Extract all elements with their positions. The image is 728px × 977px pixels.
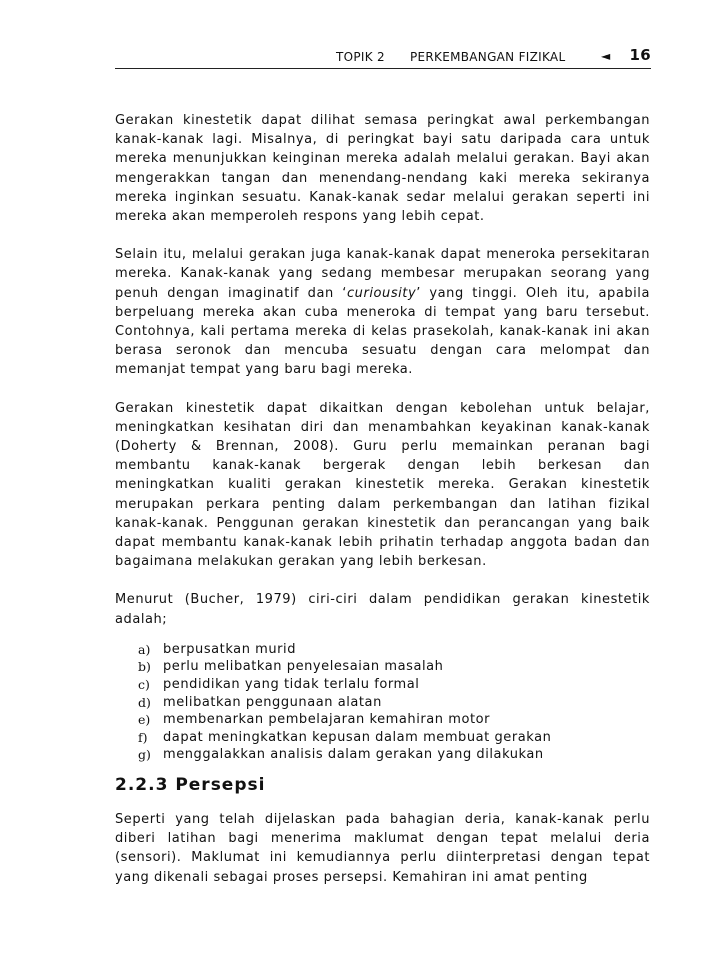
paragraph: Menurut (Bucher, 1979) ciri-ciri dalam pendidikan gerakan kinestetik adalah;: [115, 592, 650, 627]
list-marker: f): [138, 729, 148, 745]
list-item-text: membenarkan pembelajaran kemahiran motor: [163, 712, 491, 728]
header-chapter-title: PERKEMBANGAN FIZIKAL: [410, 50, 566, 64]
list-item-text: pendidikan yang tidak terlalu formal: [163, 677, 420, 693]
list-item-text: dapat meningkatkan kepusan dalam membuat gerakan: [163, 729, 552, 745]
page-body: [115, 111, 650, 906]
list-item-text: menggalakkan analisis dalam gerakan yang dilakukan: [163, 747, 544, 763]
paragraph: [115, 245, 650, 379]
list-item: [115, 658, 650, 676]
list-item-text: perlu melibatkan penyelesaian masalah: [163, 659, 444, 675]
list-item: [115, 729, 650, 747]
paragraph-text: Selain itu, melalui gerakan juga kanak-kanak dapat meneroka persekitaran mereka. Kanak-kanak yang sedang membesar merupakan seorang yang penuh dengan imaginatif dan ‘: [115, 247, 650, 301]
section-heading: 2.2.3 Persepsi: [115, 775, 266, 796]
running-header: [115, 44, 651, 69]
italic-term: curiousity: [346, 285, 417, 301]
header-topic: TOPIK 2: [336, 50, 385, 64]
list-item: [115, 641, 650, 659]
list-item: [115, 746, 650, 764]
left-arrow-icon: ◄: [601, 49, 611, 63]
list-item: [115, 694, 650, 712]
list-item: [115, 711, 650, 729]
paragraph: Gerakan kinestetik dapat dilihat semasa peringkat awal perkembangan kanak-kanak lagi. Misalnya, di peringkat bayi satu daripada cara untuk mereka menunjukkan keinginan mereka adalah melalui gerakan. Bayi akan mengerakkan tangan dan menendang-nendang kaki mereka sekiranya mereka inginkan sesuatu. Kanak-kanak sedar melalui gerakan seperti ini mereka akan memperoleh respons yang lebih cepat.: [115, 113, 650, 225]
paragraph: Gerakan kinestetik dapat dikaitkan dengan kebolehan untuk belajar, meningkatkan kesihatan diri dan menambahkan keyakinan kanak-kanak (Doherty & Brennan, 2008). Guru perlu memainkan peranan bagi membantu kanak-kanak bergerak dengan lebih berkesan dan meningkatkan kualiti gerakan kinestetik mereka. Gerakan kinestetik merupakan perkara penting dalam perkembangan dan latihan fizikal kanak-kanak. Penggunan gerakan kinestetik dan perancangan yang baik dapat membantu kanak-kanak lebih prihatin terhadap anggota badan dan bagaimana melakukan gerakan yang lebih berkesan.: [115, 400, 650, 570]
list-marker: c): [138, 677, 150, 693]
list-marker: e): [138, 712, 151, 728]
list-item-text: berpusatkan murid: [163, 641, 297, 657]
list-marker: a): [138, 641, 151, 657]
list-marker: g): [138, 747, 151, 763]
list-marker: d): [138, 694, 151, 710]
list-marker: b): [138, 659, 151, 675]
paragraph-text: ’ yang tinggi. Oleh itu, apabila berpeluang mereka akan cuba meneroka di tempat yang baru tersebut. Contohnya, kali pertama mereka di kelas prasekolah, kanak-kanak ini akan berasa seronok dan mencuba sesuatu dengan cara melompat dan memanjat tempat yang baru bagi mereka.: [115, 285, 650, 378]
list-item-text: melibatkan penggunaan alatan: [163, 694, 382, 710]
characteristics-list: [115, 641, 650, 764]
list-item: [115, 676, 650, 694]
paragraph: Seperti yang telah dijelaskan pada bahagian deria, kanak-kanak perlu diberi latihan bagi menerima maklumat dengan tepat melalui deria (sensori). Maklumat ini kemudiannya perlu diinterpretasi dengan tepat yang dikenali sebagai proses persepsi. Kemahiran ini amat penting: [115, 812, 650, 885]
page-number: 16: [629, 46, 651, 64]
